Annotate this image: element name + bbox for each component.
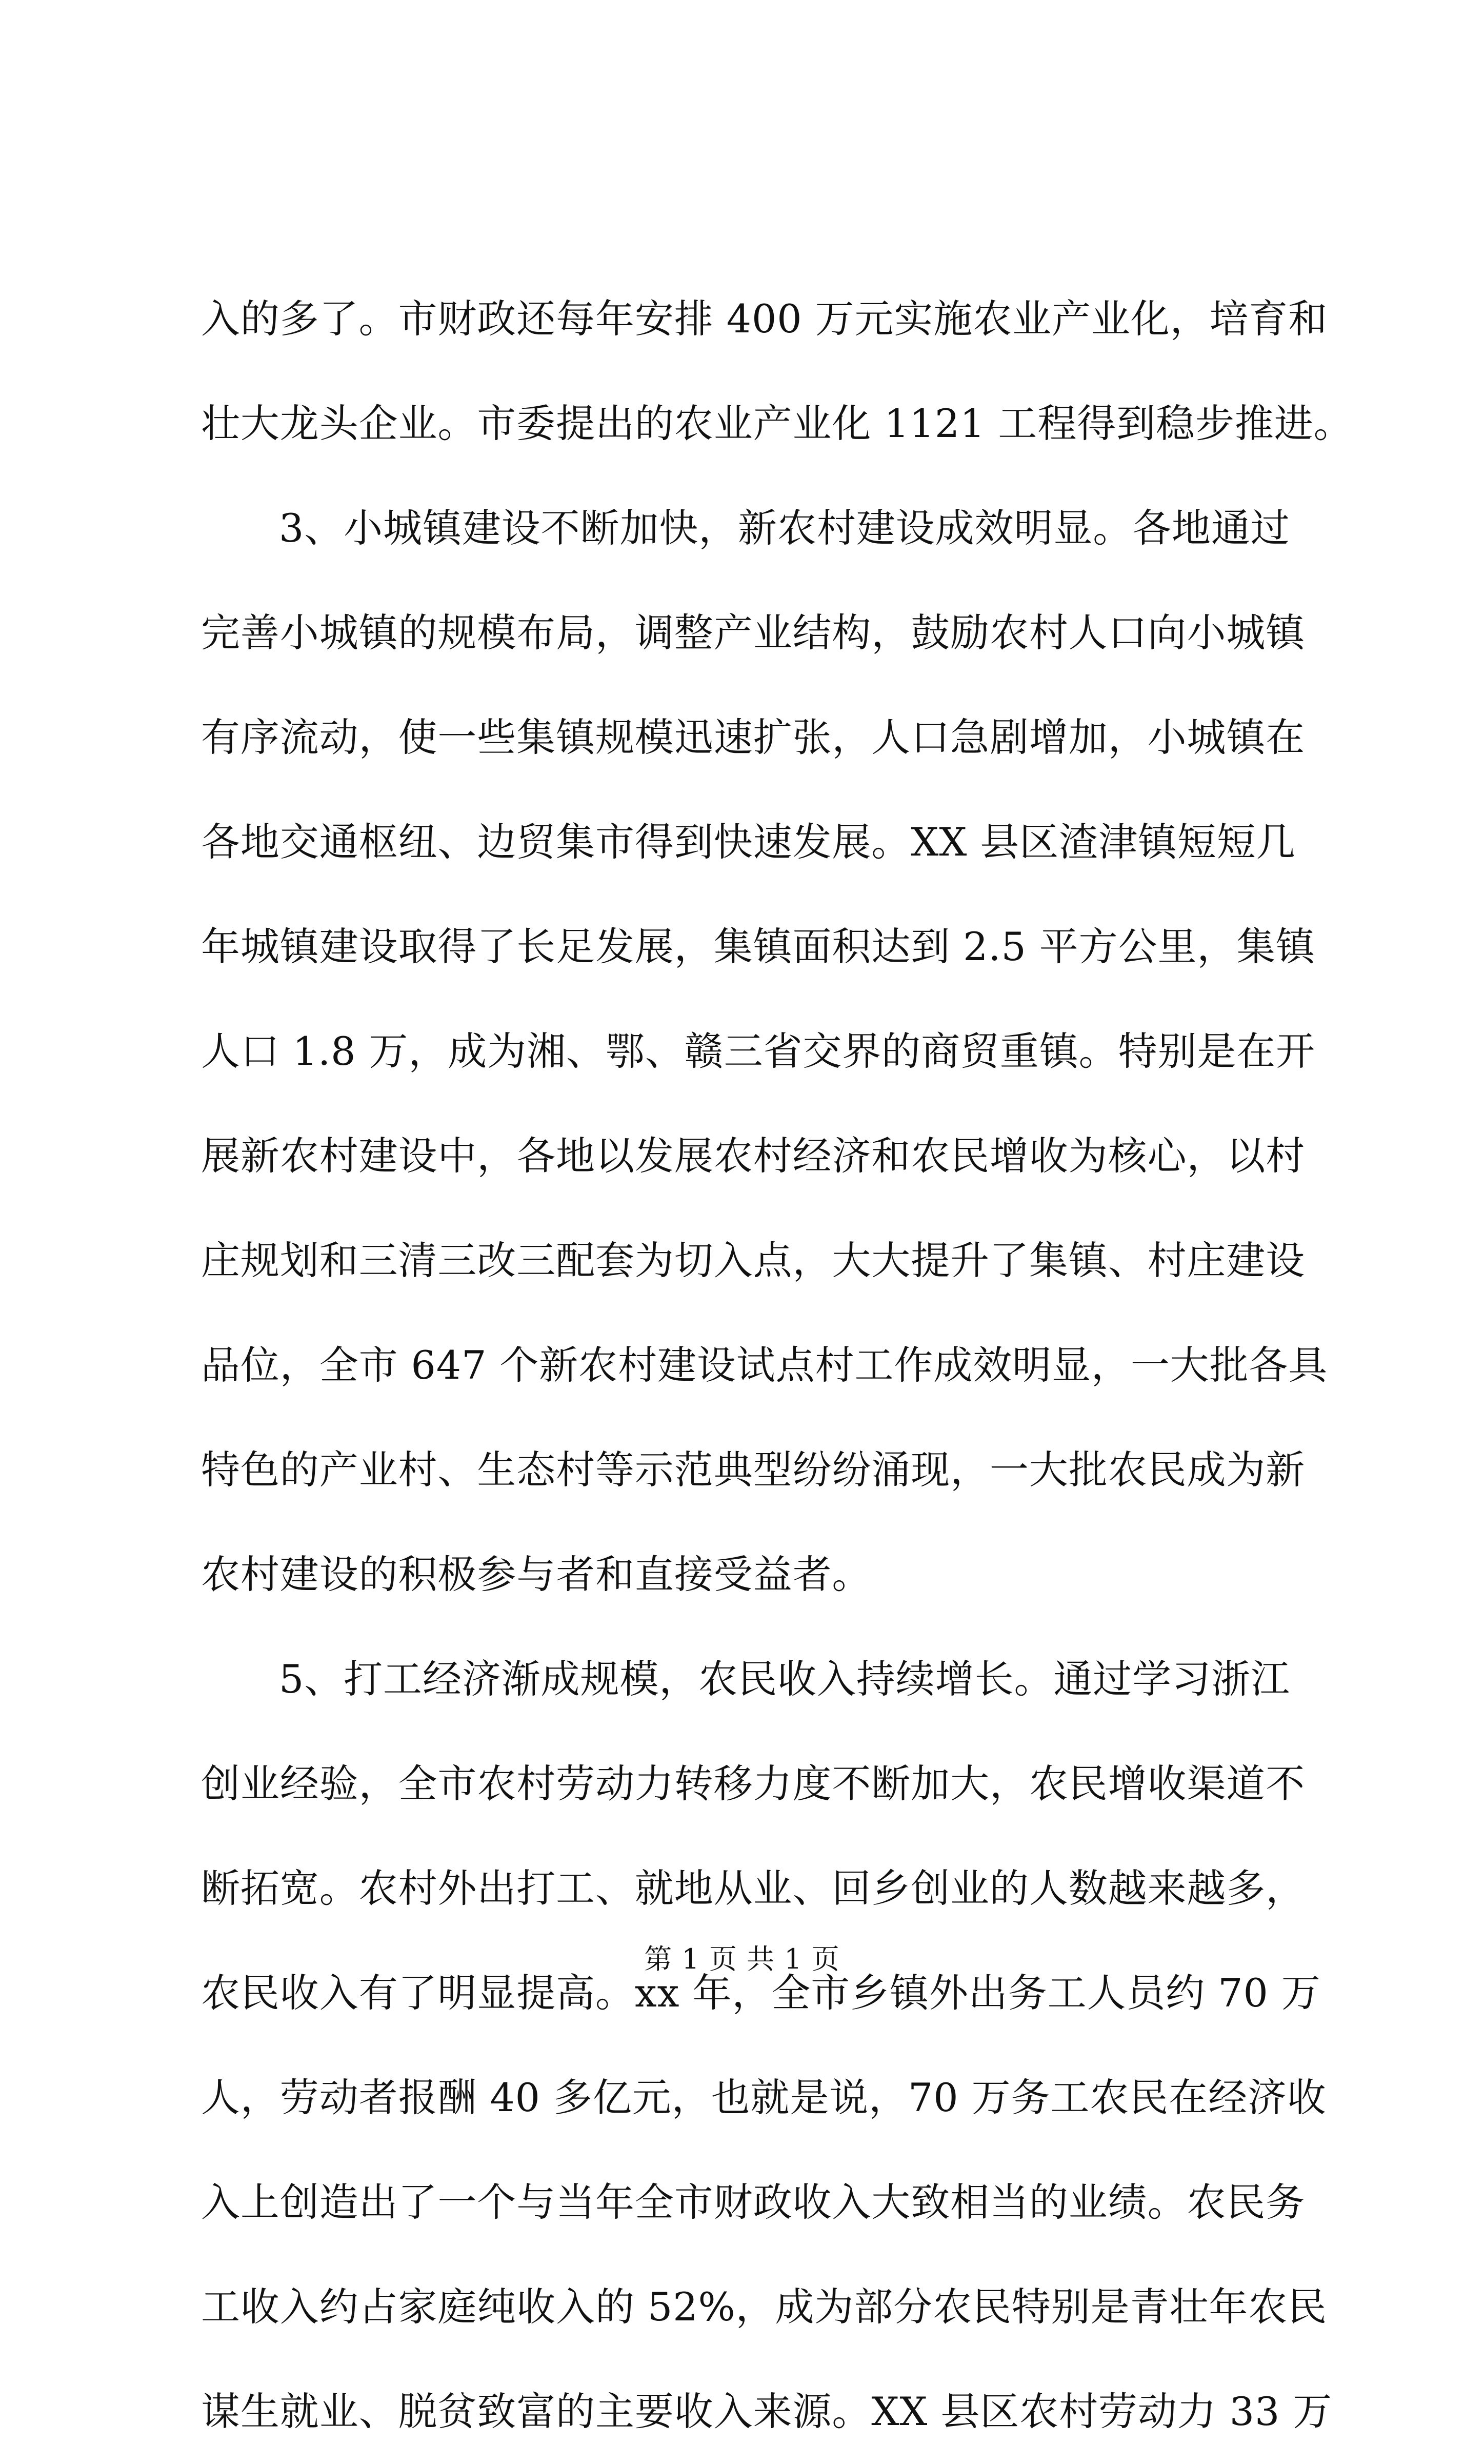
- text-line: 特色的产业村、生态村等示范典型纷纷涌现，一大批农民成为新: [201, 1447, 1306, 1493]
- text-line: 创业经验，全市农村劳动力转移力度不断加大，农民增收渠道不: [201, 1761, 1306, 1806]
- text-line: 庄规划和三清三改三配套为切入点，大大提升了集镇、村庄建设: [201, 1238, 1306, 1283]
- text-line: 农民收入有了明显提高。xx 年，全市乡镇外出务工人员约 70 万: [201, 1970, 1321, 2016]
- text-line: 农村建设的积极参与者和直接受益者。: [201, 1552, 872, 1597]
- page-footer: 第 1 页 共 1 页: [644, 1943, 840, 1975]
- text-line: 工收入约占家庭纯收入的 52%，成为部分农民特别是青壮年农民: [201, 2284, 1328, 2330]
- text-line: 入上创造出了一个与当年全市财政收入大致相当的业绩。农民务: [201, 2179, 1306, 2225]
- paragraph-start-line: 5、打工经济渐成规模，农民收入持续增长。通过学习浙江: [279, 1656, 1290, 1702]
- text-line: 人口 1.8 万，成为湘、鄂、赣三省交界的商贸重镇。特别是在开: [201, 1028, 1316, 1074]
- text-line: 各地交通枢纽、边贸集市得到快速发展。XX 县区渣津镇短短几: [201, 819, 1296, 865]
- body-text: [201, 267, 1353, 2464]
- text-line: 断拓宽。农村外出打工、就地从业、回乡创业的人数越来越多，: [201, 1865, 1306, 1911]
- text-line: 入的多了。市财政还每年安排 400 万元实施农业产业化，培育和: [201, 296, 1328, 342]
- text-line: 完善小城镇的规模布局，调整产业结构，鼓励农村人口向小城镇: [201, 610, 1306, 655]
- text-line: 年城镇建设取得了长足发展，集镇面积达到 2.5 平方公里，集镇: [201, 924, 1316, 969]
- text-line: 有序流动，使一些集镇规模迅速扩张，人口急剧增加，小城镇在: [201, 714, 1306, 760]
- text-line: 人，劳动者报酬 40 多亿元，也就是说，70 万务工农民在经济收: [201, 2075, 1327, 2120]
- paragraph-start-line: 3、小城镇建设不断加快，新农村建设成效明显。各地通过: [279, 505, 1290, 551]
- text-line: 品位，全市 647 个新农村建设试点村工作成效明显，一大批各具: [201, 1342, 1328, 1388]
- text-line: 壮大龙头企业。市委提出的农业产业化 1121 工程得到稳步推进。: [201, 401, 1353, 446]
- text-line: 展新农村建设中，各地以发展农村经济和农民增收为核心，以村: [201, 1133, 1306, 1179]
- text-line: 谋生就业、脱贫致富的主要收入来源。XX 县区农村劳动力 33 万: [201, 2389, 1333, 2434]
